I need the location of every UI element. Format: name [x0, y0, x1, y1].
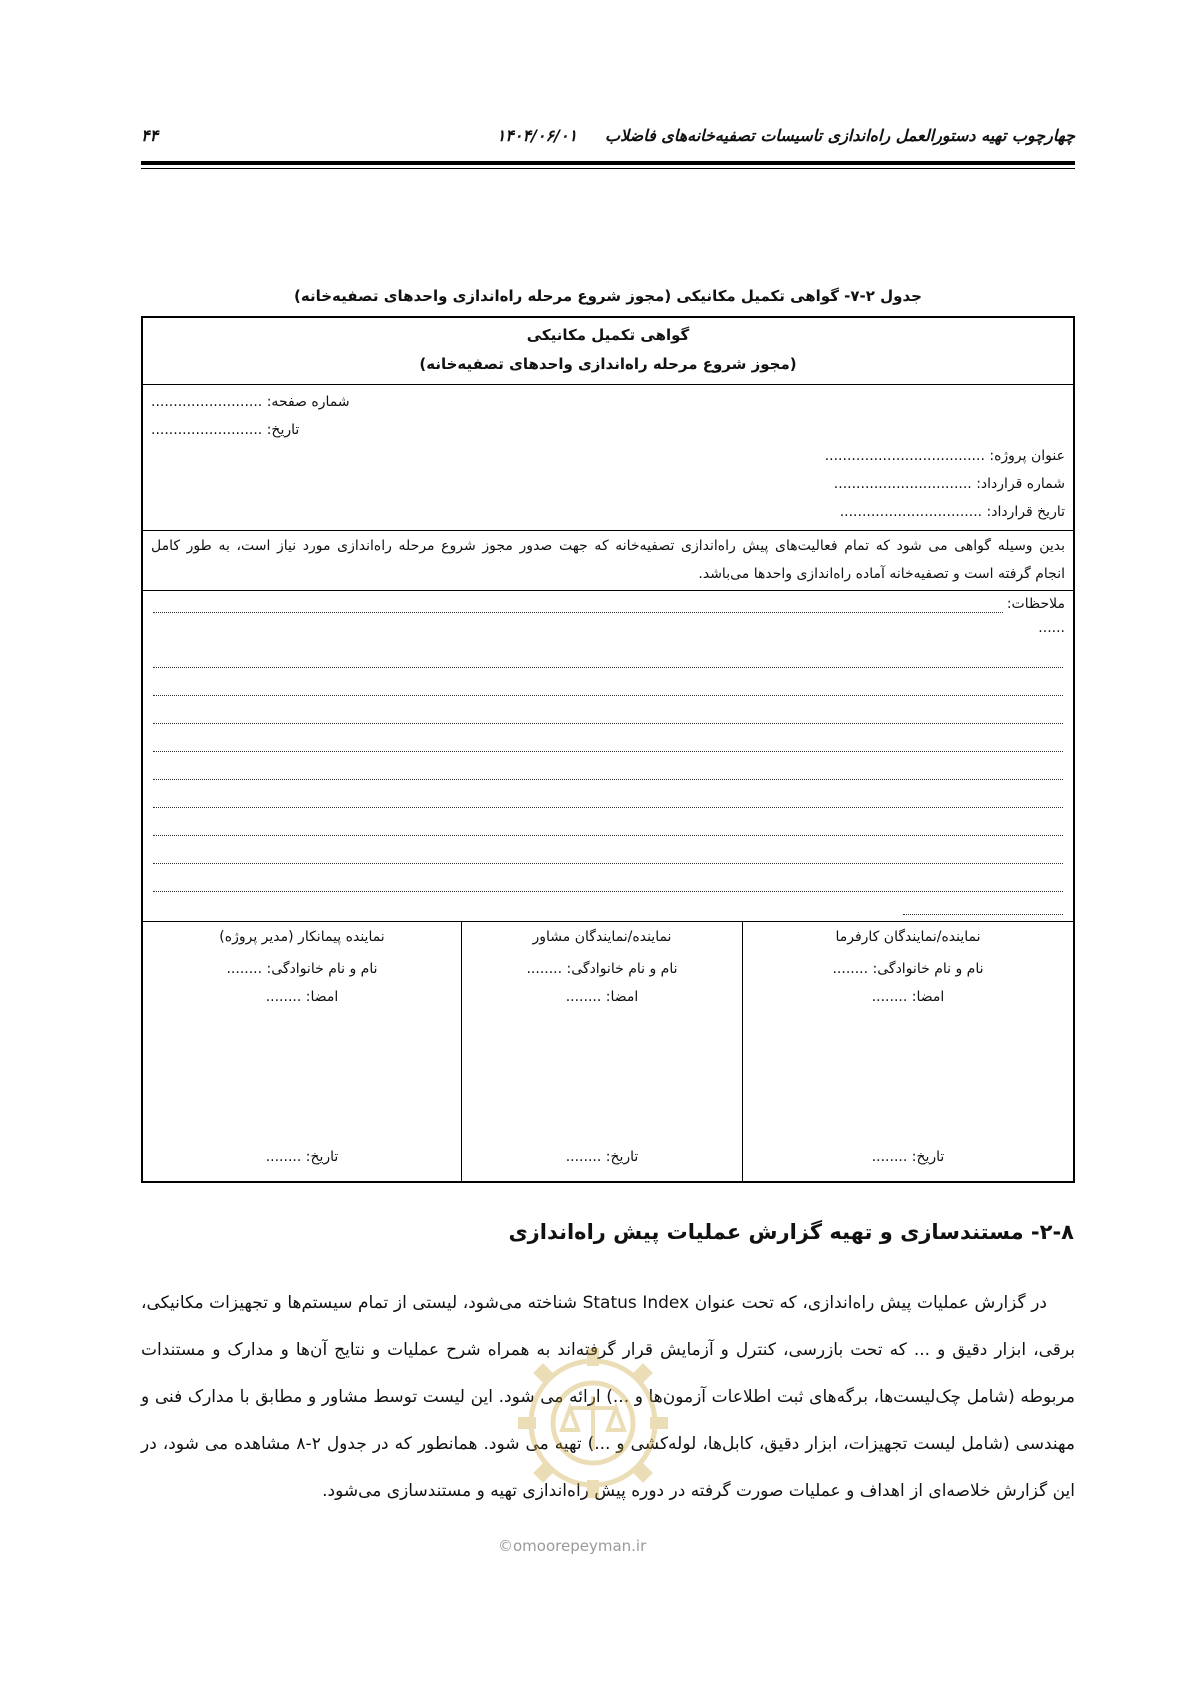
notes-line — [153, 807, 1063, 808]
notes-dots-short: ...... — [1038, 620, 1065, 636]
signatory-name-field[interactable]: نام و نام خانوادگی: ........ — [226, 961, 378, 977]
watermark-site-text: omoorepeyman.ir — [513, 1537, 647, 1555]
notes-line — [153, 695, 1063, 696]
form-title-band — [143, 318, 1073, 385]
signatory-consultant — [461, 921, 743, 1181]
notes-line — [153, 779, 1063, 780]
header-date: ۱۴۰۴/۰۶/۰۱ — [496, 126, 578, 145]
page-no-field[interactable]: ......................... شماره صفحه: — [151, 394, 350, 410]
notes-band[interactable] — [143, 590, 1073, 922]
contract-no-field[interactable]: شماره قرارداد: ............................... — [833, 476, 1065, 492]
signatory-date-field[interactable]: تاریخ: ........ — [565, 1149, 639, 1165]
header-rule-thin — [141, 168, 1075, 169]
date-label: تاریخ: — [266, 422, 300, 438]
date-field[interactable]: ......................... تاریخ: — [151, 422, 300, 438]
page-number: ۴۴ — [141, 126, 159, 145]
signatory-signature-field[interactable]: امضا: ........ — [265, 989, 339, 1005]
certificate-form — [141, 316, 1075, 1183]
signatory-signature-field[interactable]: امضا: ........ — [565, 989, 639, 1005]
contract-date-field[interactable]: تاریخ قرارداد: ................................ — [839, 504, 1065, 520]
contract-date-label: تاریخ قرارداد: — [986, 504, 1065, 520]
project-title-label: عنوان پروژه: — [989, 448, 1065, 464]
header-title-text: چهارچوب تهیه دستورالعمل راه‌اندازی تاسیسات تصفیه‌خانه‌های فاضلاب — [605, 126, 1075, 145]
paragraph-text: در گزارش عملیات پیش راه‌اندازی، که تحت عنوان Status Index شناخته می‌شود، لیستی از تمام سیستم‌ها و تجهیزات مکانیکی، برقی، ابزار دقیق و ... که تحت بازرسی، کنترل و آزمایش قرار گرفته‌اند به همراه شرح عملیات و نتایج آن‌ها و مدارک و مستندات مربوطه (شامل چک‌لیست‌ها، برگه‌های ثبت اطلاعات آزمون‌ها و ...) ارائه می شود. این لیست توسط مشاور و مطابق با مدارک فنی و مهندسی (شامل لیست تجهیزات، ابزار دقیق، کابل‌ها، لوله‌کشی و ...) تهیه می شود. همانطور که در جدول ۲-۸ مشاهده می شود، در این گزارش خلاصه‌ای از اهداف و عملیات صورت گرفته در دوره پیش راه‌اندازی تهیه و مستندسازی می‌شود. — [141, 1293, 1075, 1501]
signatory-role: نماینده پیمانکار (مدیر پروژه) — [219, 929, 385, 945]
section-heading: ۲-۸- مستندسازی و تهیه گزارش عملیات پیش راه‌اندازی — [508, 1220, 1074, 1244]
header-rule-thick — [141, 161, 1075, 165]
page-no-label: شماره صفحه: — [266, 394, 350, 410]
signatory-employer — [743, 921, 1073, 1181]
copyright-icon: © — [498, 1537, 513, 1555]
form-title: گواهی تکمیل مکانیکی — [526, 326, 690, 344]
notes-line — [153, 891, 1063, 892]
running-header — [141, 126, 1075, 148]
certification-line-2: انجام گرفته است و تصفیه‌خانه آماده راه‌اندازی واحدها می‌باشد. — [698, 566, 1065, 582]
signatory-role: نماینده/نمایندگان مشاور — [532, 929, 672, 945]
form-subtitle: (مجوز شروع مرحله راه‌اندازی واحدهای تصفیه‌خانه) — [419, 355, 797, 373]
notes-line — [153, 835, 1063, 836]
notes-label: ملاحظات: — [1006, 596, 1065, 612]
table-caption: جدول ۲-۷- گواهی تکمیل مکانیکی (مجوز شروع مرحله راه‌اندازی واحدهای تصفیه‌خانه) — [294, 287, 922, 305]
watermark-logo — [508, 1318, 678, 1518]
signatures-band — [143, 921, 1073, 1181]
signatory-date-field[interactable]: تاریخ: ........ — [871, 1149, 945, 1165]
notes-line — [903, 914, 1063, 915]
notes-line — [153, 751, 1063, 752]
signatory-date-field[interactable]: تاریخ: ........ — [265, 1149, 339, 1165]
form-info-band — [143, 384, 1073, 531]
watermark-site — [498, 1537, 646, 1555]
signatory-signature-field[interactable]: امضا: ........ — [871, 989, 945, 1005]
certification-band — [143, 530, 1073, 591]
signatory-contractor — [143, 921, 461, 1181]
contract-no-label: شماره قرارداد: — [976, 476, 1065, 492]
notes-line — [153, 612, 1003, 613]
project-title-field[interactable]: عنوان پروژه: .................................... — [824, 448, 1065, 464]
notes-line — [153, 667, 1063, 668]
signatory-role: نماینده/نمایندگان کارفرما — [835, 929, 981, 945]
signatory-name-field[interactable]: نام و نام خانوادگی: ........ — [526, 961, 678, 977]
signatory-name-field[interactable]: نام و نام خانوادگی: ........ — [832, 961, 984, 977]
header-title — [497, 126, 1075, 145]
certification-line-1: بدین وسیله گواهی می شود که تمام فعالیت‌های پیش راه‌اندازی تصفیه‌خانه که جهت صدور مجوز شروع مرحله راه‌اندازی مورد نیاز است، به طور کامل — [151, 538, 1065, 554]
notes-line — [153, 723, 1063, 724]
notes-line — [153, 863, 1063, 864]
